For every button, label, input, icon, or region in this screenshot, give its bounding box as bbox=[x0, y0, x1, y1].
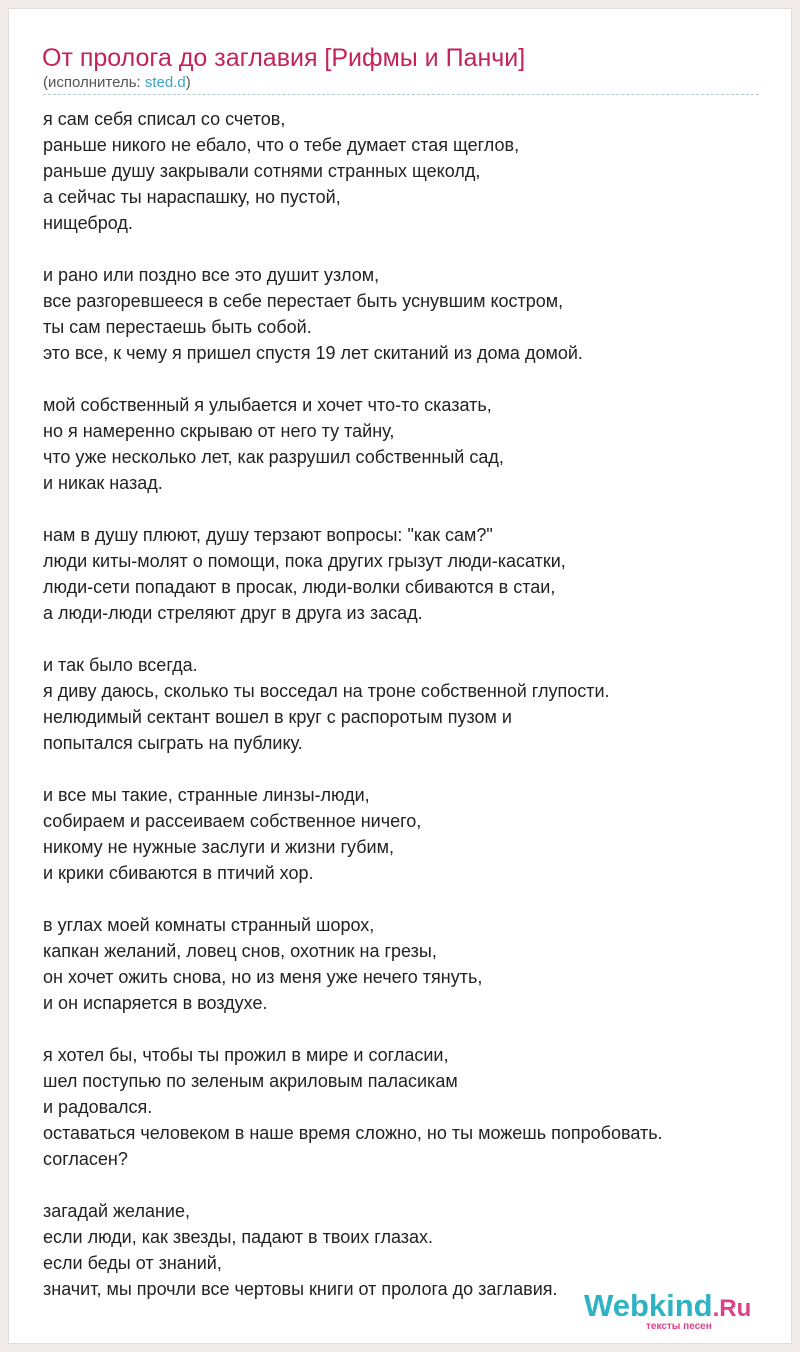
lyric-line: если люди, как звезды, падают в твоих глазах. bbox=[43, 1227, 434, 1247]
lyric-line: и он испаряется в воздухе. bbox=[43, 993, 268, 1013]
lyric-line: а сейчас ты нараспашку, но пустой, bbox=[43, 187, 341, 207]
lyric-line: он хочет ожить снова, но из меня уже нечего тянуть, bbox=[43, 967, 483, 987]
lyric-line: согласен? bbox=[43, 1149, 128, 1169]
lyric-line: и никак назад. bbox=[43, 473, 163, 493]
lyric-line: и радовался. bbox=[43, 1097, 153, 1117]
lyric-line: люди киты-молят о помощи, пока других грызут люди-касатки, bbox=[43, 551, 566, 571]
logo-tagline: тексты песен bbox=[646, 1321, 712, 1332]
lyric-line: значит, мы прочли все чертовы книги от пролога до заглавия. bbox=[43, 1279, 558, 1299]
lyric-line: нелюдимый сектант вошел в круг с распоротым пузом и bbox=[43, 707, 512, 727]
lyric-line: и крики сбиваются в птичий хор. bbox=[43, 863, 314, 883]
lyric-line: и рано или поздно все это душит узлом, bbox=[43, 265, 380, 285]
lyric-line: нам в душу плюют, душу терзают вопросы: "как сам?" bbox=[43, 525, 493, 545]
lyric-line: нищеброд. bbox=[43, 213, 133, 233]
lyric-line: раньше никого не ебало, что о тебе думает стая щеглов, bbox=[43, 135, 520, 155]
lyric-line: все разгоревшееся в себе перестает быть уснувшим костром, bbox=[43, 291, 564, 311]
artist-prefix: (исполнитель: bbox=[43, 74, 145, 91]
lyric-line: и так было всегда. bbox=[43, 655, 198, 675]
lyric-line: что уже несколько лет, как разрушил собственный сад, bbox=[43, 447, 504, 467]
webkind-logo[interactable] bbox=[584, 1288, 784, 1338]
lyric-line: в углах моей комнаты странный шорох, bbox=[43, 915, 375, 935]
lyric-line: это все, к чему я пришел спустя 19 лет скитаний из дома домой. bbox=[43, 343, 583, 363]
logo-name: Webkind bbox=[584, 1288, 713, 1323]
lyric-stanza bbox=[43, 1042, 773, 1172]
lyric-line: я сам себя списал со счетов, bbox=[43, 109, 286, 129]
lyric-stanza bbox=[43, 522, 773, 626]
lyric-line: оставаться человеком в наше время сложно, но ты можешь попробовать. bbox=[43, 1123, 663, 1143]
lyric-stanza bbox=[43, 912, 773, 1016]
artist-suffix: ) bbox=[185, 74, 191, 91]
artist-line bbox=[43, 74, 191, 92]
lyric-line: ты сам перестаешь быть собой. bbox=[43, 317, 312, 337]
lyric-line: раньше душу закрывали сотнями странных щеколд, bbox=[43, 161, 481, 181]
lyric-stanza bbox=[43, 782, 773, 886]
lyric-line: я хотел бы, чтобы ты прожил в мире и согласии, bbox=[43, 1045, 449, 1065]
lyric-stanza bbox=[43, 262, 773, 366]
lyric-line: загадай желание, bbox=[43, 1201, 190, 1221]
lyric-line: если беды от знаний, bbox=[43, 1253, 222, 1273]
lyric-line: мой собственный я улыбается и хочет что-то сказать, bbox=[43, 395, 492, 415]
page-container bbox=[8, 8, 792, 1344]
lyric-stanza bbox=[43, 392, 773, 496]
lyric-line: капкан желаний, ловец снов, охотник на грезы, bbox=[43, 941, 437, 961]
lyric-stanza bbox=[43, 106, 773, 236]
artist-link[interactable]: sted.d bbox=[144, 74, 186, 91]
lyric-line: я диву даюсь, сколько ты восседал на троне собственной глупости. bbox=[43, 681, 610, 701]
lyric-line: собираем и рассеиваем собственное ничего, bbox=[43, 811, 422, 831]
lyric-line: шел поступью по зеленым акриловым паласикам bbox=[43, 1071, 458, 1091]
lyric-stanza bbox=[43, 652, 773, 756]
lyric-line: попытался сыграть на публику. bbox=[43, 733, 303, 753]
lyric-line: а люди-люди стреляют друг в друга из засад. bbox=[43, 603, 423, 623]
lyric-line: люди-сети попадают в просак, люди-волки сбиваются в стаи, bbox=[43, 577, 556, 597]
song-title: От пролога до заглавия [Рифмы и Панчи] bbox=[42, 44, 526, 72]
title-divider bbox=[43, 94, 759, 95]
logo-tld: .Ru bbox=[712, 1295, 752, 1322]
lyrics-body bbox=[43, 106, 773, 1328]
lyric-line: никому не нужные заслуги и жизни губим, bbox=[43, 837, 394, 857]
lyric-stanza bbox=[43, 1198, 773, 1302]
lyric-line: и все мы такие, странные линзы-люди, bbox=[43, 785, 370, 805]
lyric-line: но я намеренно скрываю от него ту тайну, bbox=[43, 421, 395, 441]
